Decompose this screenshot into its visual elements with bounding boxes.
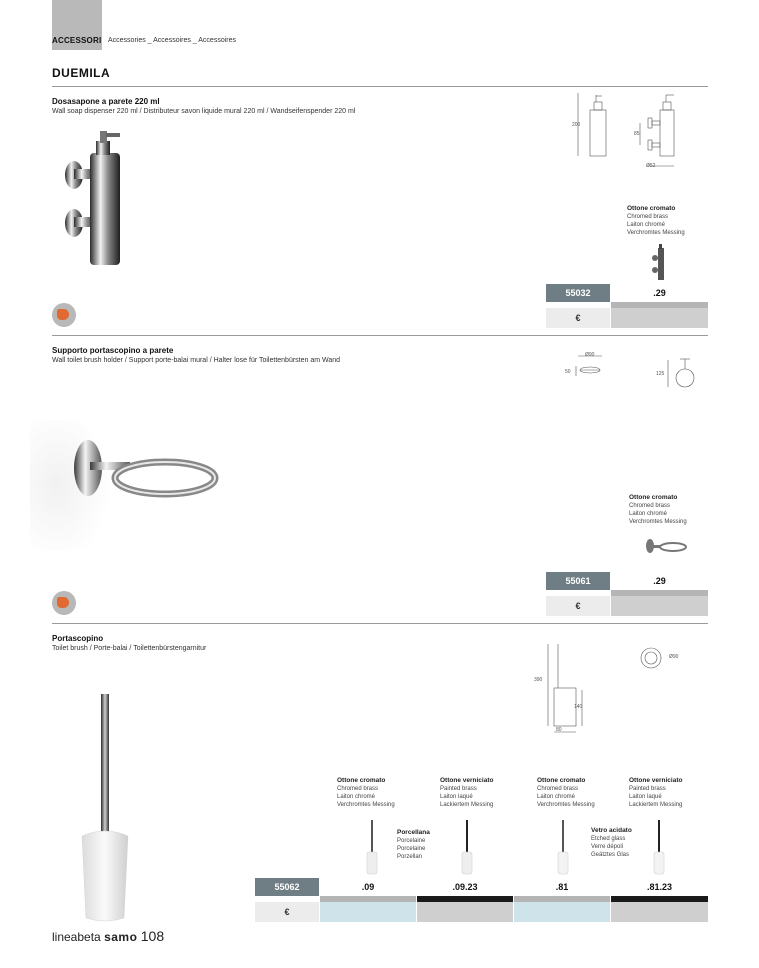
finish-thumbnail [555, 818, 571, 876]
divider [52, 623, 708, 624]
price: .81.23 [611, 878, 708, 896]
series-title: DUEMILA [52, 66, 111, 80]
finish-description: Ottone cromato Chromed brass Laiton chromé Verchromtes Messing [537, 777, 595, 808]
divider [52, 86, 708, 87]
dimension-label: Ø52 [646, 163, 656, 169]
duemila-badge-icon [52, 591, 76, 615]
euro-label: € [255, 902, 319, 922]
brush-holder-drawing [562, 350, 702, 395]
page-number: 108 [140, 928, 165, 944]
finish-thumbnail [364, 818, 380, 876]
price: .29 [611, 284, 708, 302]
finish-description: Ottone cromato Chromed brass Laiton chromé Verchromtes Messing [627, 205, 685, 236]
finish-description: Ottone cromato Chromed brass Laiton chromé Verchromtes Messing [337, 777, 395, 808]
material-description: Porcellana Porcelaine Porcelaine Porzellan [397, 829, 430, 860]
price: .81 [514, 878, 610, 896]
product-title: Supporto portascopino a parete [52, 346, 174, 355]
brand-lineabeta: lineabeta [52, 930, 101, 944]
category-translations: Accessories _ Accessoires _ Accessoires [108, 37, 236, 44]
divider [52, 335, 708, 336]
brush-holder-photo [30, 420, 230, 550]
brand-samo: samo [104, 930, 138, 944]
product-title: Dosasapone a parete 220 ml [52, 97, 160, 106]
finish-thumbnail [651, 242, 667, 282]
price-cell [611, 308, 708, 328]
toilet-brush-drawing [532, 642, 692, 737]
duemila-badge-icon [52, 303, 76, 327]
price-cell [320, 902, 416, 922]
finish-description: Ottone cromato Chromed brass Laiton chromé Verchromtes Messing [629, 494, 687, 525]
finish-description: Ottone verniciato Painted brass Laiton laqué Lackiertem Messing [440, 777, 494, 808]
soap-dispenser-drawing [568, 90, 688, 175]
price-cell [611, 596, 708, 616]
finish-thumbnail [459, 818, 475, 876]
product-description: Wall soap dispenser 220 ml / Distributeur savon liquide mural 220 ml / Wandseifenspender 220 ml [52, 108, 356, 115]
product-description: Toilet brush / Porte-balai / Toilettenbürstengarnitur [52, 645, 207, 652]
product-code: 55032 [546, 284, 610, 302]
price: .09 [320, 878, 416, 896]
dimension-label: 200 [572, 122, 581, 128]
finish-description: Ottone verniciato Painted brass Laiton laqué Lackiertem Messing [629, 777, 683, 808]
dimension-label: 50 [565, 369, 571, 375]
toilet-brush-photo [76, 690, 136, 922]
dimension-label: 390 [534, 677, 543, 683]
product-title: Portascopino [52, 634, 104, 643]
price-cell [417, 902, 513, 922]
finish-thumbnail [640, 535, 690, 559]
price-cell [611, 902, 708, 922]
dimension-label: Ø90 [585, 352, 595, 358]
price: .29 [611, 572, 708, 590]
euro-label: € [546, 308, 610, 328]
price: .09.23 [417, 878, 513, 896]
price-cell [514, 902, 610, 922]
dimension-label: 85 [634, 131, 640, 137]
category-label: ACCESSORI [52, 36, 102, 45]
product-code: 55061 [546, 572, 610, 590]
dimension-label: Ø90 [669, 654, 679, 660]
product-code: 55062 [255, 878, 319, 896]
material-description: Vetro acidato Etched glass Verre dépoli Geätztes Glas [591, 827, 632, 858]
footer-brand [52, 928, 164, 944]
finish-thumbnail [651, 818, 667, 876]
soap-dispenser-photo [60, 125, 130, 270]
dimension-label: 140 [574, 704, 583, 710]
product-description: Wall toilet brush holder / Support porte-balai mural / Halter lose für Toilettenbürsten am Wand [52, 357, 341, 364]
dimension-label: 125 [656, 371, 665, 377]
dimension-label: 80 [556, 727, 562, 733]
euro-label: € [546, 596, 610, 616]
